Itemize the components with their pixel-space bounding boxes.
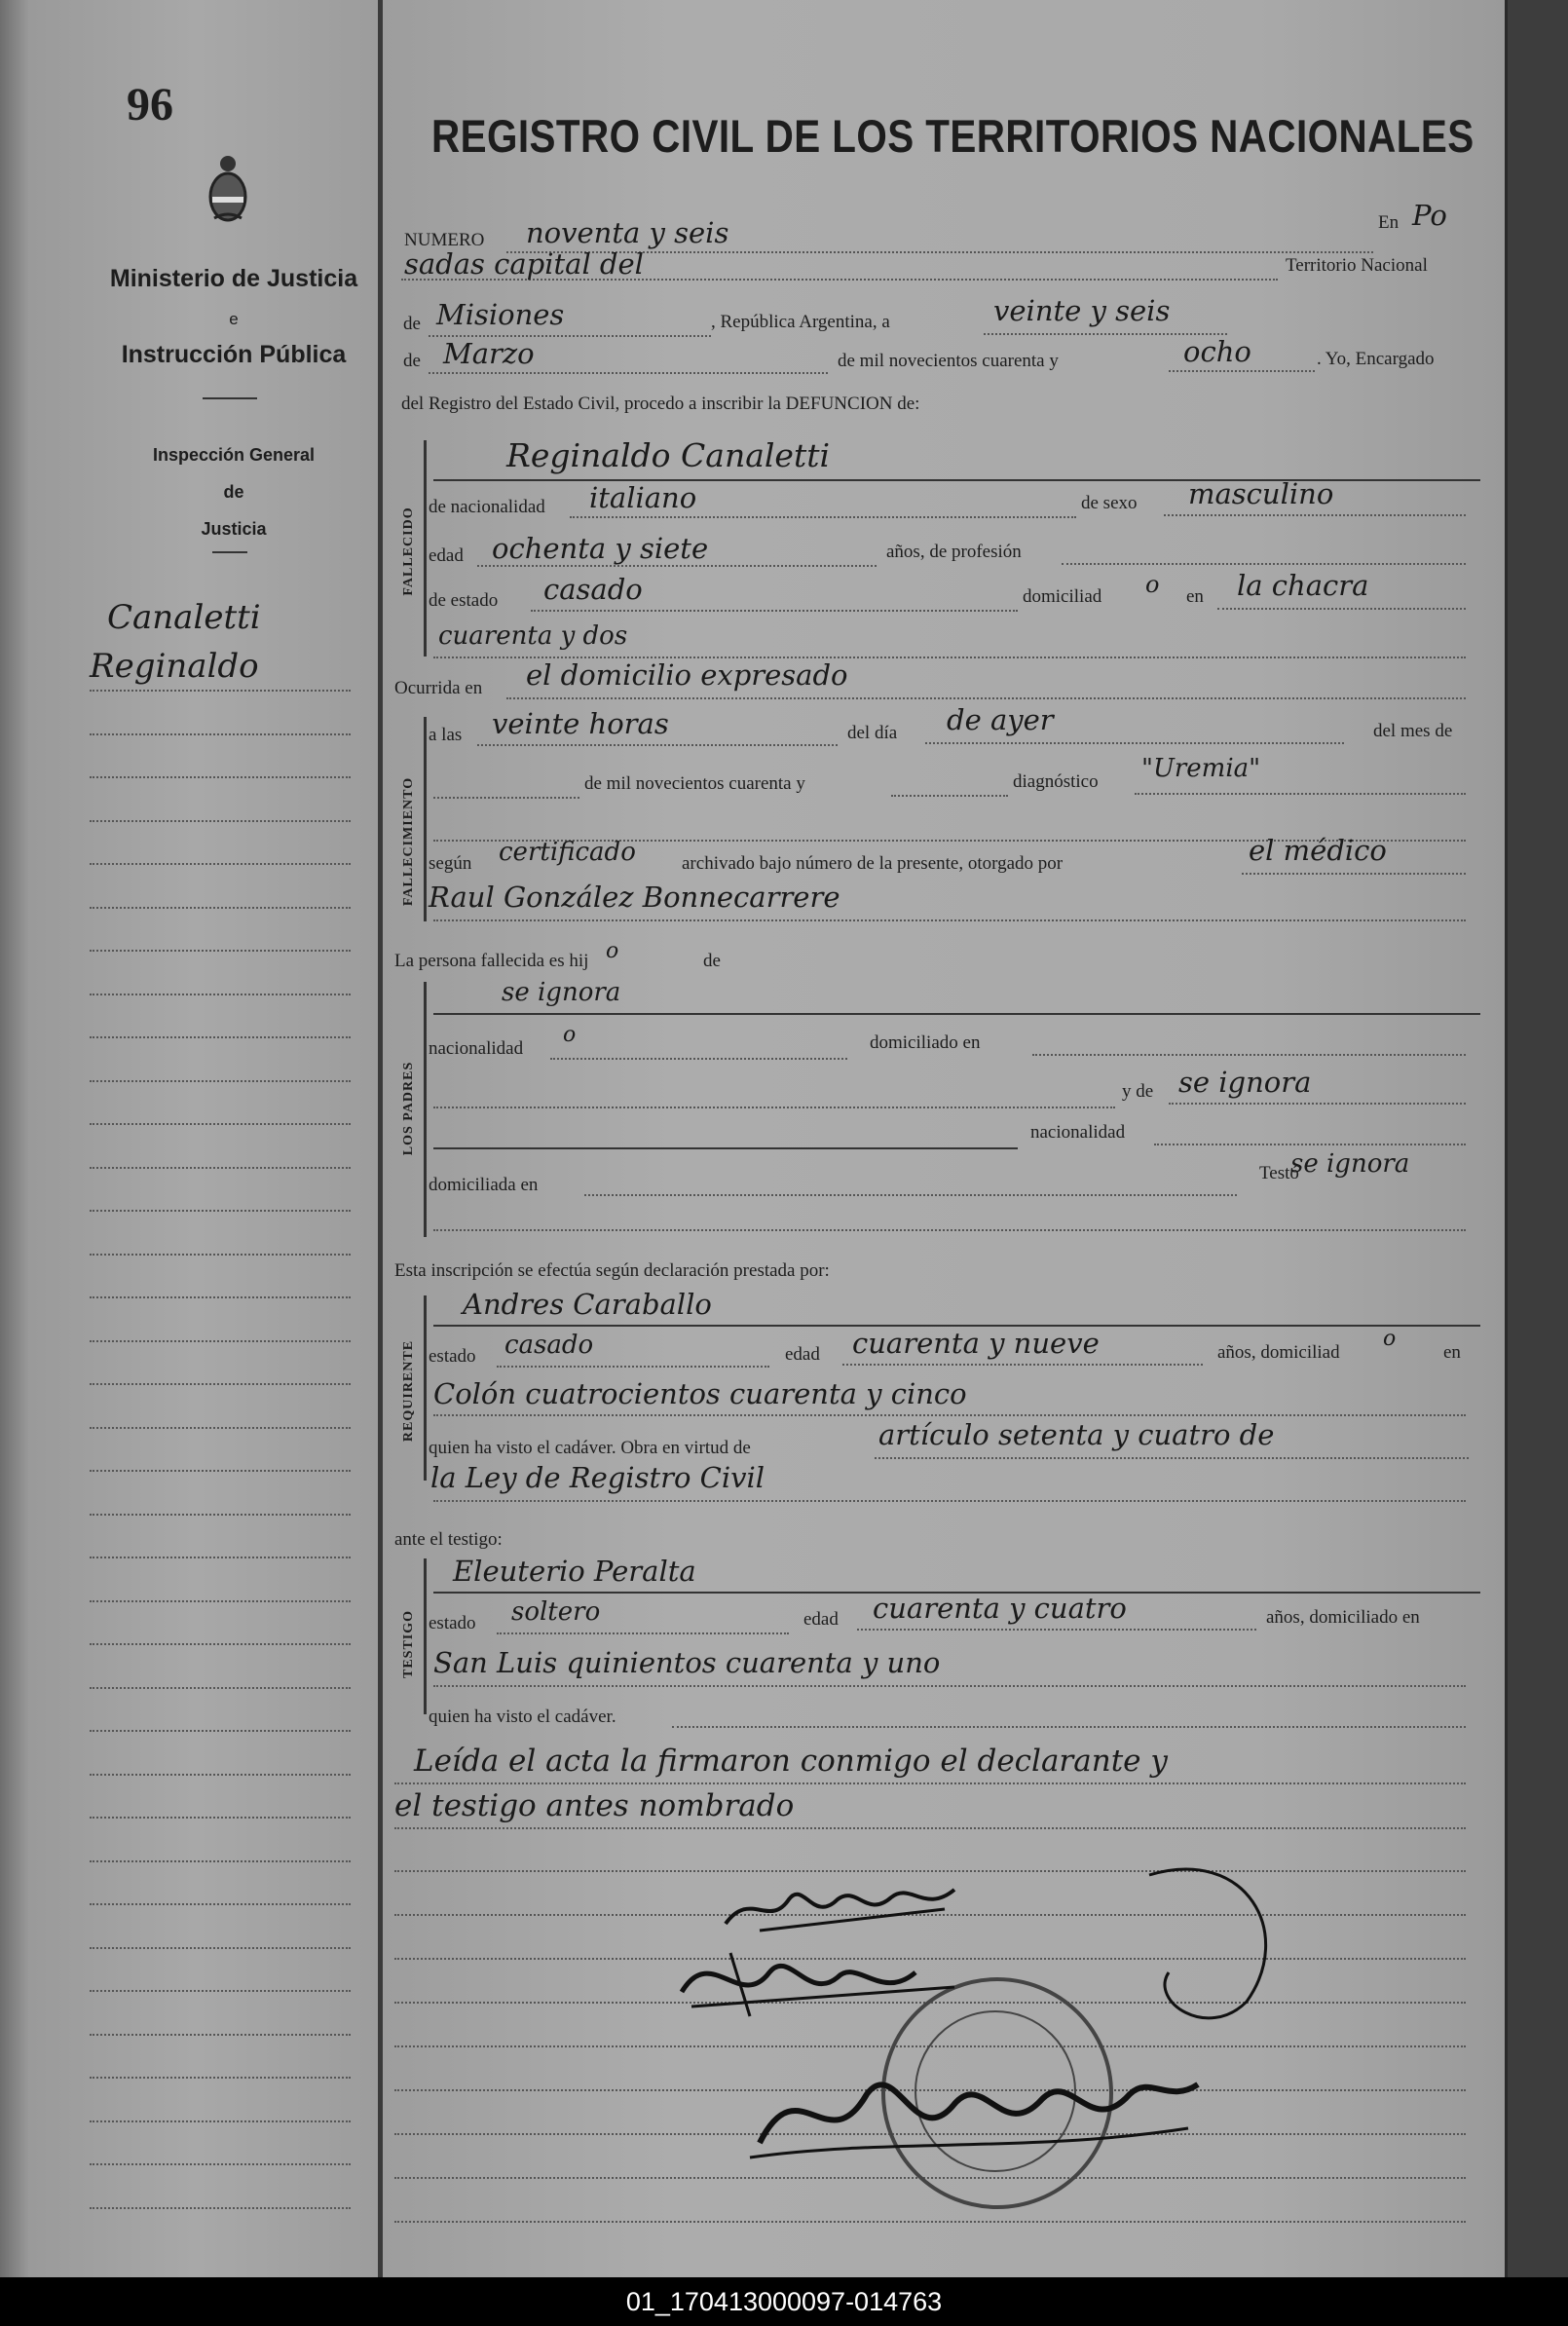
margin-ruled-line [90,1427,351,1429]
ocurrida-value: el domicilio expresado [526,658,848,692]
margin-ruled-line [90,1947,351,1949]
domiciliado-suffix: o [1145,571,1160,598]
year-value: ocho [1183,335,1251,368]
encargado-label: . Yo, Encargado [1317,349,1435,369]
margin-ruled-line [90,1296,351,1298]
month-value: Marzo [443,337,535,370]
dia-value: de ayer [947,703,1054,736]
dotted-line [1217,608,1466,610]
numero-label: NUMERO [404,230,485,250]
margin-ruled-line [90,863,351,865]
diagnostico-label: diagnóstico [1013,771,1099,792]
dotted-line [433,1107,1115,1108]
dotted-line [531,610,1018,612]
fallecimiento-section-label: FALLECIMIENTO [401,776,416,907]
edad-value: ochenta y siete [492,532,709,565]
margin-ruled-line [90,1730,351,1732]
madre-value: se ignora [1178,1066,1312,1099]
inspection-line-2: de [223,482,244,502]
nacionalidad-label: de nacionalidad [429,497,545,517]
archivado-label: archivado bajo número de la presente, otorgado por [682,853,1064,874]
padre-value: se ignora [502,978,621,1007]
requirente-section-label: REQUIRENTE [401,1339,416,1443]
padres-section-label: LOS PADRES [401,1061,416,1156]
margin-ruled-line [90,1383,351,1385]
declarant-signature [721,1870,974,1938]
margin-ruled-line [90,2207,351,2209]
dotted-line [477,744,838,746]
margin-ruled-line [90,1774,351,1776]
obra-value-2: la Ley de Registro Civil [430,1461,765,1494]
dotted-line [433,1500,1466,1502]
margin-ruled-line [90,2163,351,2165]
dotted-line [497,1366,769,1368]
domiciliado-label: domiciliad [1023,586,1102,607]
obra-value: artículo setenta y cuatro de [878,1418,1275,1451]
segun-label: según [429,853,472,874]
estado-label: de estado [429,590,499,611]
margin-ruled-line [90,994,351,995]
medico-value: el médico [1249,834,1387,867]
testigo-domicilio: San Luis quinientos cuarenta y uno [433,1646,941,1679]
medico-nombre: Raul González Bonnecarrere [429,881,840,914]
deceased-name: Reginaldo Canaletti [506,436,831,474]
dotted-line [394,1827,1466,1829]
section-brace [424,982,436,1237]
hora-value: veinte horas [492,707,669,740]
requirente-anos-label: años, domiciliad [1217,1342,1340,1363]
ministry-line-1: Ministerio de Justicia [109,265,358,292]
estado-value: casado [543,573,643,606]
dotted-line [1135,793,1466,795]
testigo-ante-label: ante el testigo: [394,1529,503,1550]
territorio-label: Territorio Nacional [1286,255,1428,276]
diagnostico-value: "Uremia" [1141,754,1261,783]
hijo-suffix: o [606,939,619,963]
margin-ruled-line [90,1557,351,1558]
ministry-line-2: e [229,310,239,328]
dotted-line [433,919,1466,921]
requirente-dom-suffix: o [1383,1327,1397,1351]
margin-ruled-line [90,1167,351,1169]
dotted-line [857,1629,1256,1631]
requirente-name: Andres Caraballo [463,1288,712,1321]
en-value: Po [1412,199,1447,232]
margin-ruled-line [90,1210,351,1212]
dotted-line [1169,1103,1466,1105]
dotted-line [433,1229,1466,1231]
section-brace [424,1558,436,1714]
registro-label: del Registro del Estado Civil, procedo a inscribir la DEFUNCION de: [401,394,920,414]
closing-line-2: el testigo antes nombrado [394,1788,795,1823]
form-title: REGISTRO CIVIL DE LOS TERRITORIOS NACIONALES [431,110,1475,162]
margin-ruled-line [90,1600,351,1602]
margin-ruled-line [90,1860,351,1862]
requirente-edad-value: cuarenta y nueve [852,1327,1100,1360]
mil-novecientos-label: de mil novecientos cuarenta y [584,773,805,794]
testigo-estado-label: estado [429,1613,476,1633]
territory-value: Misiones [436,298,565,331]
numero-value: noventa y seis [526,216,729,249]
padre-nacionalidad-mark: o [563,1023,577,1047]
padre-domiciliado-label: domiciliado en [870,1032,981,1053]
dotted-line [925,742,1344,744]
dotted-line [394,1782,1466,1784]
inspection-line-3: Justicia [201,519,267,539]
solid-line [433,1147,1018,1149]
signature-flourish [1130,1856,1286,2031]
testigo-anos-label: años, domiciliado en [1266,1607,1420,1628]
del-dia-label: del día [847,723,898,743]
ministry-line-3: Instrucción Pública [121,341,347,368]
edad-label: edad [429,545,464,566]
margin-ruled-line [90,2077,351,2079]
margin-ruled-line [90,950,351,952]
margin-ruled-line [90,1643,351,1645]
dotted-line [584,1194,1237,1196]
margin-ruled-line [90,820,351,822]
padres-de-label: de [703,951,721,971]
requirente-estado-label: estado [429,1346,476,1367]
margin-ruled-line [90,1123,351,1125]
margin-ruled-line [90,1514,351,1516]
requirente-intro: Esta inscripción se efectúa según declaración prestada por: [394,1260,830,1281]
testo-label: Testó [1259,1163,1299,1183]
witness-signature [672,1933,964,2021]
dotted-line [1242,873,1466,875]
y-de-label: y de [1122,1081,1154,1102]
testigo-section-label: TESTIGO [401,1609,416,1679]
inspection-line-1: Inspección General [152,445,316,465]
margin-ruled-line [90,2034,351,2036]
image-caption: 01_170413000097-014763 [0,2277,1568,2326]
testigo-name: Eleuterio Peralta [453,1555,696,1588]
margin-ruled-line [90,1036,351,1038]
requirente-edad-label: edad [785,1344,820,1365]
dotted-line [1062,563,1466,565]
testo-value: se ignora [1290,1149,1410,1179]
dotted-line [550,1058,847,1060]
coat-of-arms-icon [206,154,249,224]
anos-profesion-label: años, de profesión [886,542,1022,562]
requirente-domicilio: Colón cuatrocientos cuarenta y cinco [433,1377,967,1410]
nacionalidad-value: italiano [589,481,697,514]
solid-line [433,1013,1480,1015]
year-label: de mil novecientos cuarenta y [838,351,1059,371]
dotted-line [1169,370,1315,372]
dotted-line [875,1457,1469,1459]
testigo-visto-label: quien ha visto el cadáver. [429,1707,616,1727]
testigo-estado-value: soltero [511,1597,601,1627]
requirente-visto-label: quien ha visto el cadáver. Obra en virtud de [429,1438,751,1458]
domicilio-value: la chacra [1237,569,1369,602]
en-label: en [1186,586,1204,607]
sexo-label: de sexo [1081,493,1138,513]
margin-ruled-line [90,690,351,692]
hijo-label: La persona fallecida es hij [394,951,589,971]
margin-ruled-line [90,1470,351,1472]
dotted-line [570,516,1076,518]
dotted-line [1154,1144,1466,1145]
separator [203,397,257,399]
dotted-line [891,795,1008,797]
sexo-value: masculino [1188,477,1334,510]
dotted-line [506,697,1466,699]
margin-surname: Canaletti [107,598,261,637]
de-label-2: de [403,351,421,371]
margin-ruled-line [90,1080,351,1082]
next-page-edge [1507,0,1568,2277]
fallecido-section-label: FALLECIDO [401,506,416,596]
en-label: En [1378,212,1400,233]
margin-ruled-line [90,1687,351,1689]
madre-nacionalidad-label: nacionalidad [1030,1122,1126,1143]
margin-ruled-line [90,733,351,735]
requirente-estado-value: casado [504,1331,594,1360]
republica-label: , República Argentina, a [711,312,890,332]
margin-ruled-line [90,2120,351,2122]
place-value: sadas capital del [404,247,644,281]
margin-ruled-line [90,1990,351,1992]
ocurrida-label: Ocurrida en [394,678,483,698]
day-value: veinte y seis [993,294,1171,327]
margin-ruled-line [90,776,351,778]
separator [212,551,247,553]
dotted-line [429,372,828,374]
dotted-line [433,1414,1466,1416]
signature-ruled-line [394,2221,1466,2223]
dotted-line [842,1364,1203,1366]
dotted-line [1164,514,1466,516]
inspection-block [88,436,380,547]
a-las-label: a las [429,725,463,745]
margin-ruled-line [90,1817,351,1819]
margin-firstname: Reginaldo [90,647,259,686]
del-mes-label: del mes de [1373,721,1453,741]
dotted-line [1032,1054,1466,1056]
dotted-line [433,797,579,799]
margin-ruled-line [90,1254,351,1256]
requirente-en-label: en [1443,1342,1461,1363]
dotted-line [672,1726,1466,1728]
certificado-value: certificado [499,838,636,867]
testigo-edad-value: cuarenta y cuatro [873,1592,1127,1625]
dotted-line [433,1685,1466,1687]
page-edge [1505,0,1508,2277]
testigo-edad-label: edad [803,1609,839,1630]
domiciliada-label: domiciliada en [429,1175,539,1195]
domicilio-value-2: cuarenta y dos [438,621,628,651]
dotted-line [477,565,877,567]
margin-ruled-line [90,1340,351,1342]
closing-line-1: Leída el acta la firmaron conmigo el declarante y [414,1744,1168,1779]
margin-ruled-line [90,1903,351,1905]
de-label: de [403,314,421,334]
officer-signature [740,2045,1208,2172]
dotted-line [497,1632,789,1634]
margin-ruled-line [90,907,351,909]
padre-nacionalidad-label: nacionalidad [429,1038,524,1059]
page-number: 96 [127,79,173,131]
